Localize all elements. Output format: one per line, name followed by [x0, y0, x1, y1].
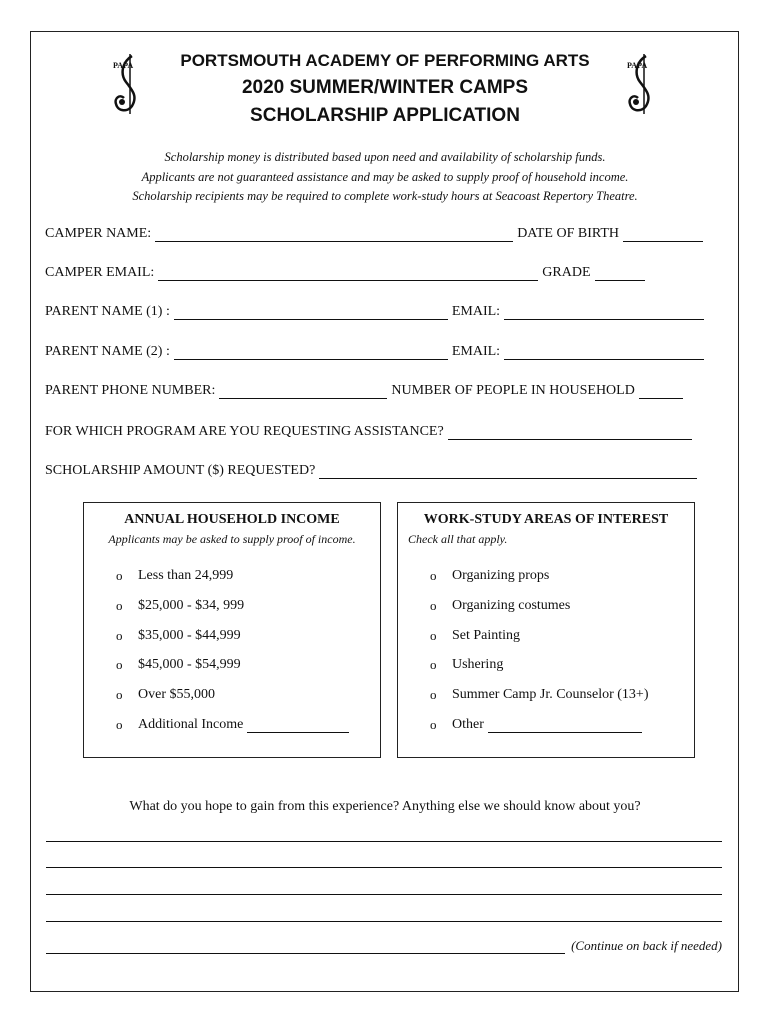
other-field[interactable]	[488, 718, 642, 733]
additional-income-field[interactable]	[247, 718, 349, 733]
checkbox-circle-icon: o	[430, 687, 437, 702]
workstudy-option[interactable]: o Other	[430, 717, 646, 733]
amount-row: SCHOLARSHIP AMOUNT ($) REQUESTED?	[45, 463, 701, 479]
org-title: PORTSMOUTH ACADEMY OF PERFORMING ARTS	[180, 51, 590, 70]
amount-field[interactable]	[319, 464, 697, 479]
option-circle-icon: o	[116, 657, 123, 672]
svg-text:PAPA: PAPA	[627, 61, 648, 70]
answer-line[interactable]	[46, 867, 722, 868]
parent1-email-field[interactable]	[504, 305, 704, 320]
checkbox-circle-icon: o	[430, 568, 437, 583]
answer-line[interactable]	[46, 841, 722, 842]
income-title: ANNUAL HOUSEHOLD INCOME	[124, 512, 340, 527]
parent2-email-field[interactable]	[504, 345, 704, 360]
phone-field[interactable]	[219, 384, 387, 399]
camper-name-field[interactable]	[155, 227, 513, 242]
svg-text:PAPA: PAPA	[113, 61, 134, 70]
camper-name-row: CAMPER NAME: DATE OF BIRTH	[45, 226, 707, 242]
option-circle-icon: o	[116, 568, 123, 583]
continue-note: (Continue on back if needed)	[571, 938, 722, 953]
dob-field[interactable]	[623, 227, 703, 242]
workstudy-option[interactable]: o Ushering	[430, 657, 504, 672]
phone-row: PARENT PHONE NUMBER: NUMBER OF PEOPLE IN HOUSEHOLD	[45, 383, 687, 399]
option-circle-icon: o	[116, 628, 123, 643]
option-circle-icon: o	[116, 687, 123, 702]
answer-last-row	[46, 938, 722, 954]
workstudy-option[interactable]: o Set Painting	[430, 628, 521, 643]
income-option[interactable]: o $45,000 - $54,999	[116, 657, 241, 672]
household-field[interactable]	[639, 384, 683, 399]
program-field[interactable]	[448, 425, 692, 440]
answer-line[interactable]	[46, 939, 565, 954]
answer-line[interactable]	[46, 894, 722, 895]
intro-text: Scholarship money is distributed based upon need and availability of scholarship funds. Applicants are not guaranteed assistance and may be asked to supply proof of household income. Scholarship recipients may be required to complete work-study hours at Seacoast Repertory Theatre.	[132, 150, 638, 203]
income-option[interactable]: o $25,000 - $34, 999	[116, 598, 245, 613]
question-text: What do you hope to gain from this experience? Anything else we should know about you?	[129, 799, 641, 814]
checkbox-circle-icon: o	[430, 657, 437, 672]
income-option[interactable]: o Over $55,000	[116, 687, 215, 702]
income-subtitle: Applicants may be asked to supply proof of income.	[108, 532, 356, 546]
workstudy-option[interactable]: o Organizing costumes	[430, 598, 571, 613]
form-title: SCHOLARSHIP APPLICATION	[250, 105, 520, 126]
income-option[interactable]: o Additional Income	[116, 717, 353, 733]
checkbox-circle-icon: o	[430, 628, 437, 643]
answer-line[interactable]	[46, 921, 722, 922]
workstudy-option[interactable]: o Organizing props	[430, 568, 550, 583]
camper-email-row: CAMPER EMAIL: GRADE	[45, 265, 649, 281]
program-row: FOR WHICH PROGRAM ARE YOU REQUESTING ASSISTANCE?	[45, 424, 696, 440]
workstudy-option[interactable]: o Summer Camp Jr. Counselor (13+)	[430, 687, 649, 702]
grade-field[interactable]	[595, 266, 645, 281]
parent2-row: PARENT NAME (2) : EMAIL:	[45, 344, 708, 360]
camper-email-field[interactable]	[158, 266, 538, 281]
camps-title: 2020 SUMMER/WINTER CAMPS	[241, 77, 529, 98]
checkbox-circle-icon: o	[430, 598, 437, 613]
income-option[interactable]: o Less than 24,999	[116, 568, 234, 583]
option-circle-icon: o	[116, 598, 123, 613]
parent1-row: PARENT NAME (1) : EMAIL:	[45, 304, 708, 320]
income-option[interactable]: o $35,000 - $44,999	[116, 628, 241, 643]
workstudy-title: WORK-STUDY AREAS OF INTEREST	[423, 512, 669, 527]
option-circle-icon: o	[116, 717, 123, 732]
parent1-name-field[interactable]	[174, 305, 448, 320]
workstudy-subtitle: Check all that apply.	[408, 532, 508, 546]
checkbox-circle-icon: o	[430, 717, 437, 732]
parent2-name-field[interactable]	[174, 345, 448, 360]
